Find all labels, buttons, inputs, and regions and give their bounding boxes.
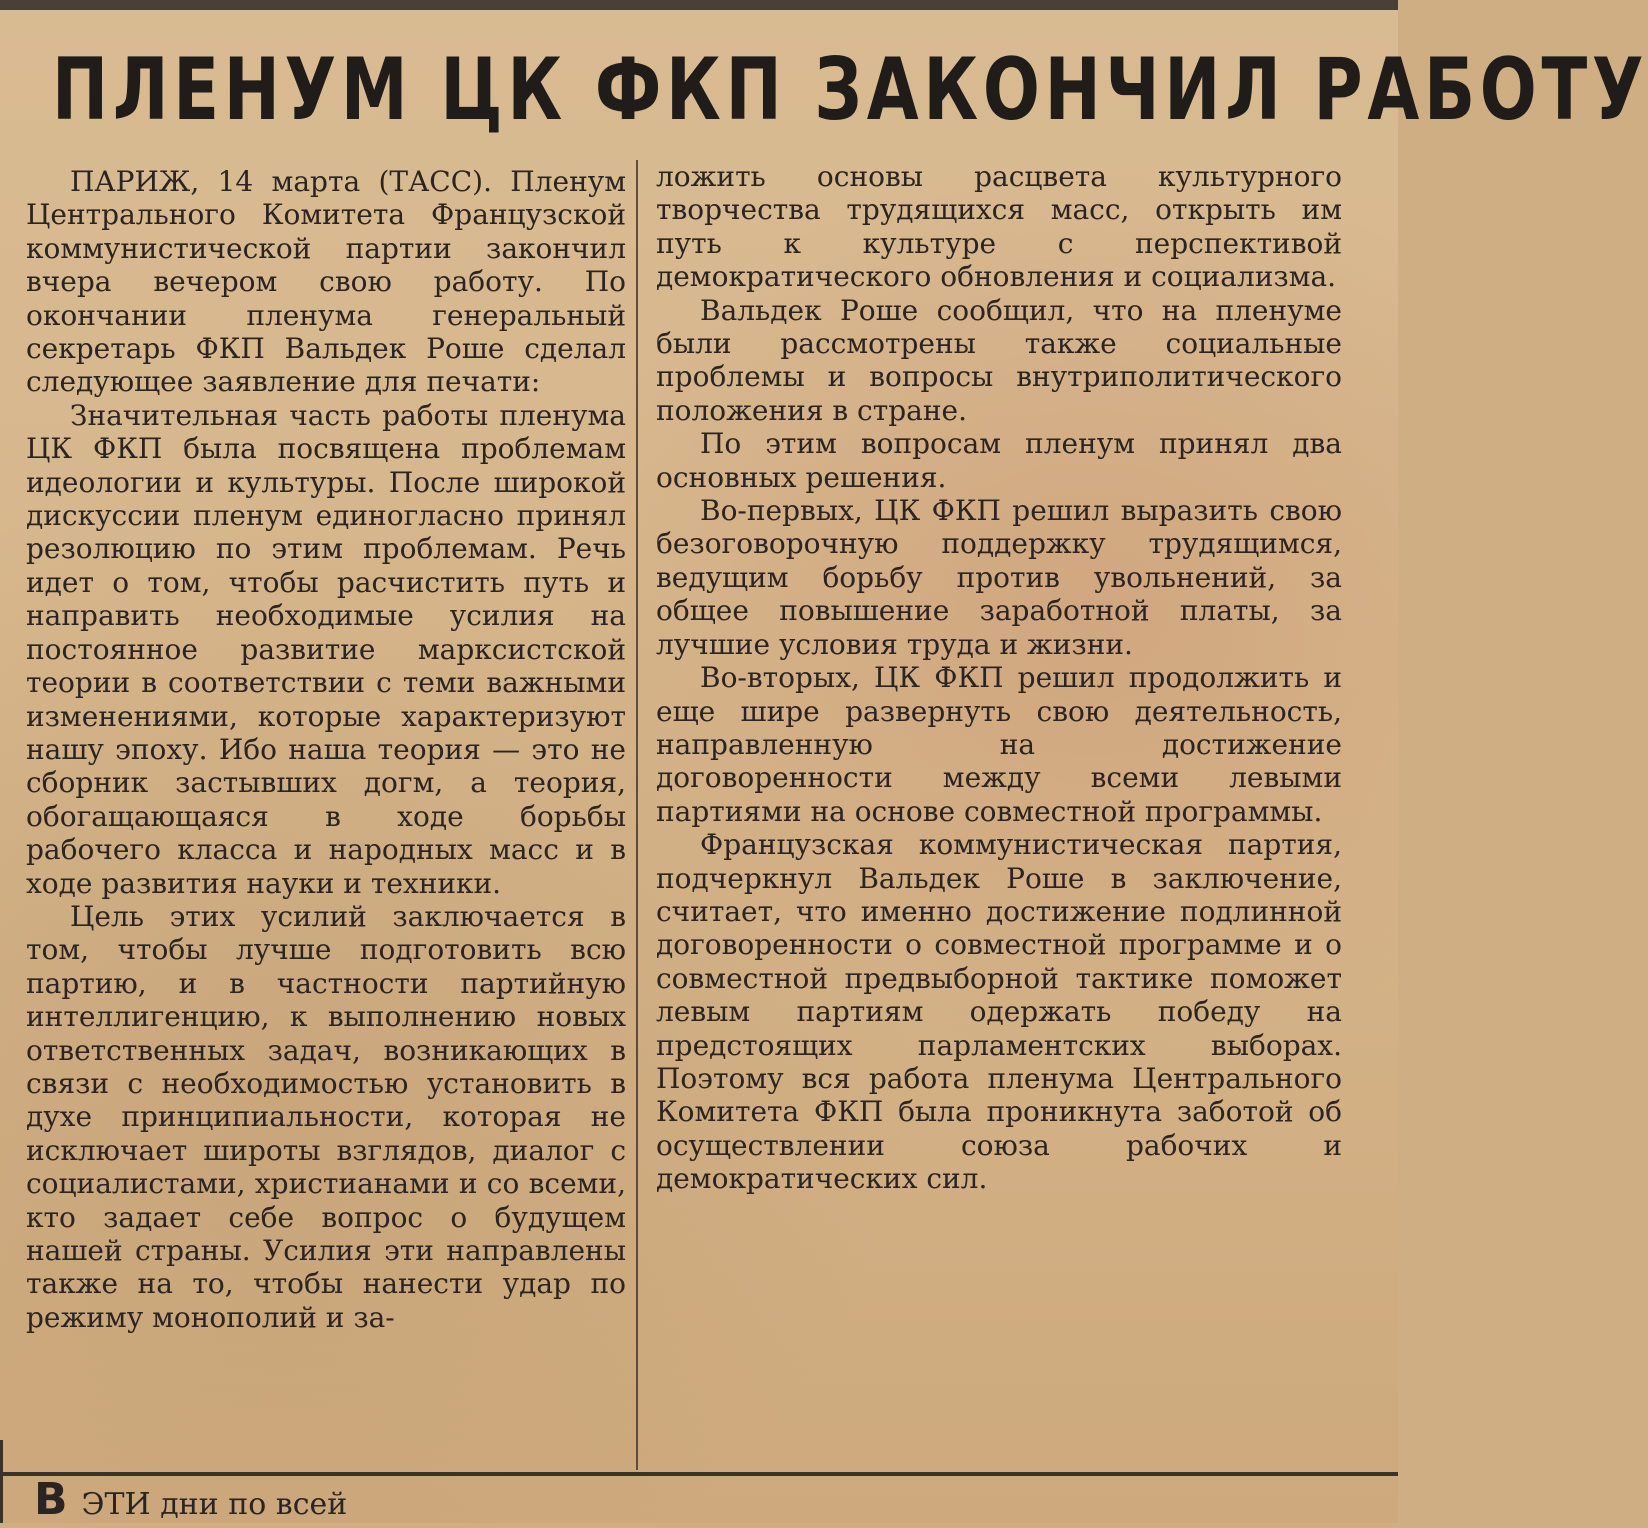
column-divider [636,160,638,1470]
article-left-column [26,165,626,1334]
top-rule [0,0,1398,10]
article-right-column [656,160,1342,1196]
left-rule [0,1440,3,1523]
next-article-text: ЭТИ дни по всей [81,1487,348,1522]
paragraph: Французская коммунистическая партия, подчеркнул Вальдек Роше в заключение, считает, что именно достижение подлинной договоренности о совместной программе и о совместной предвыборной тактике поможет левым партиям одержать победу на предстоящих парламентских выборах. Поэтому вся работа пленума Центрального Комитета ФКП была проникнута заботой об осуществлении союза рабочих и демократических сил. [656,828,1342,1196]
headline: ПЛЕНУМ ЦК ФКП ЗАКОНЧИЛ РАБОТУ [52,40,1648,140]
paragraph: Во-вторых, ЦК ФКП решил продолжить и еще шире развернуть свою деятельность, направленную на достижение договоренности между всеми левыми партиями на основе совместной программы. [656,661,1342,828]
paragraph: Во-первых, ЦК ФКП решил выразить свою безоговорочную поддержку трудящимся, ведущим борьбу против увольнений, за общее повышение заработной платы, за лучшие условия труда и жизни. [656,494,1342,661]
paragraph: По этим вопросам пленум принял два основных решения. [656,427,1342,494]
paragraph: Значительная часть работы пленума ЦК ФКП была посвящена проблемам идеологии и культуры. После широкой дискуссии пленум единогласно принял резолюцию по этим проблемам. Речь идет о том, чтобы расчистить путь и направить необходимые усилия на постоянное развитие марксистской теории в соответствии с теми важными изменениями, которые характеризуют нашу эпоху. Ибо наша теория — это не сборник застывших догм, а теория, обогащающаяся в ходе борьбы рабочего класса и народных масс и в ходе развития науки и техники. [26,398,626,900]
paragraph: Цель этих усилий заключается в том, чтобы лучше подготовить всю партию, и в частности партийную интеллигенцию, к выполнению новых ответственных задач, возникающих в связи с необходимостью установить в духе принципиальности, которая не исключает широты взглядов, диалог с социалистами, христианами и со всеми, кто задает себе вопрос о будущем нашей страны. Усилия эти направлены также на то, чтобы нанести удар по режиму монополий и за- [26,899,626,1334]
paragraph: ложить основы расцвета культурного творчества трудящихся масс, открыть им путь к культуре с перспективой демократического обновления и социализма. [656,160,1342,294]
next-article-start [34,1476,1394,1523]
paragraph: ПАРИЖ, 14 марта (ТАСС). Пленум Центрального Комитета Французской коммунистической партии закончил вчера вечером свою работу. По окончании пленума генеральный секретарь ФКП Вальдек Роше сделал следующее заявление для печати: [26,165,626,399]
drop-cap: В [34,1474,68,1525]
paragraph: Вальдек Роше сообщил, что на пленуме были рассмотрены также социальные проблемы и вопросы внутриполитического положения в стране. [656,293,1342,427]
